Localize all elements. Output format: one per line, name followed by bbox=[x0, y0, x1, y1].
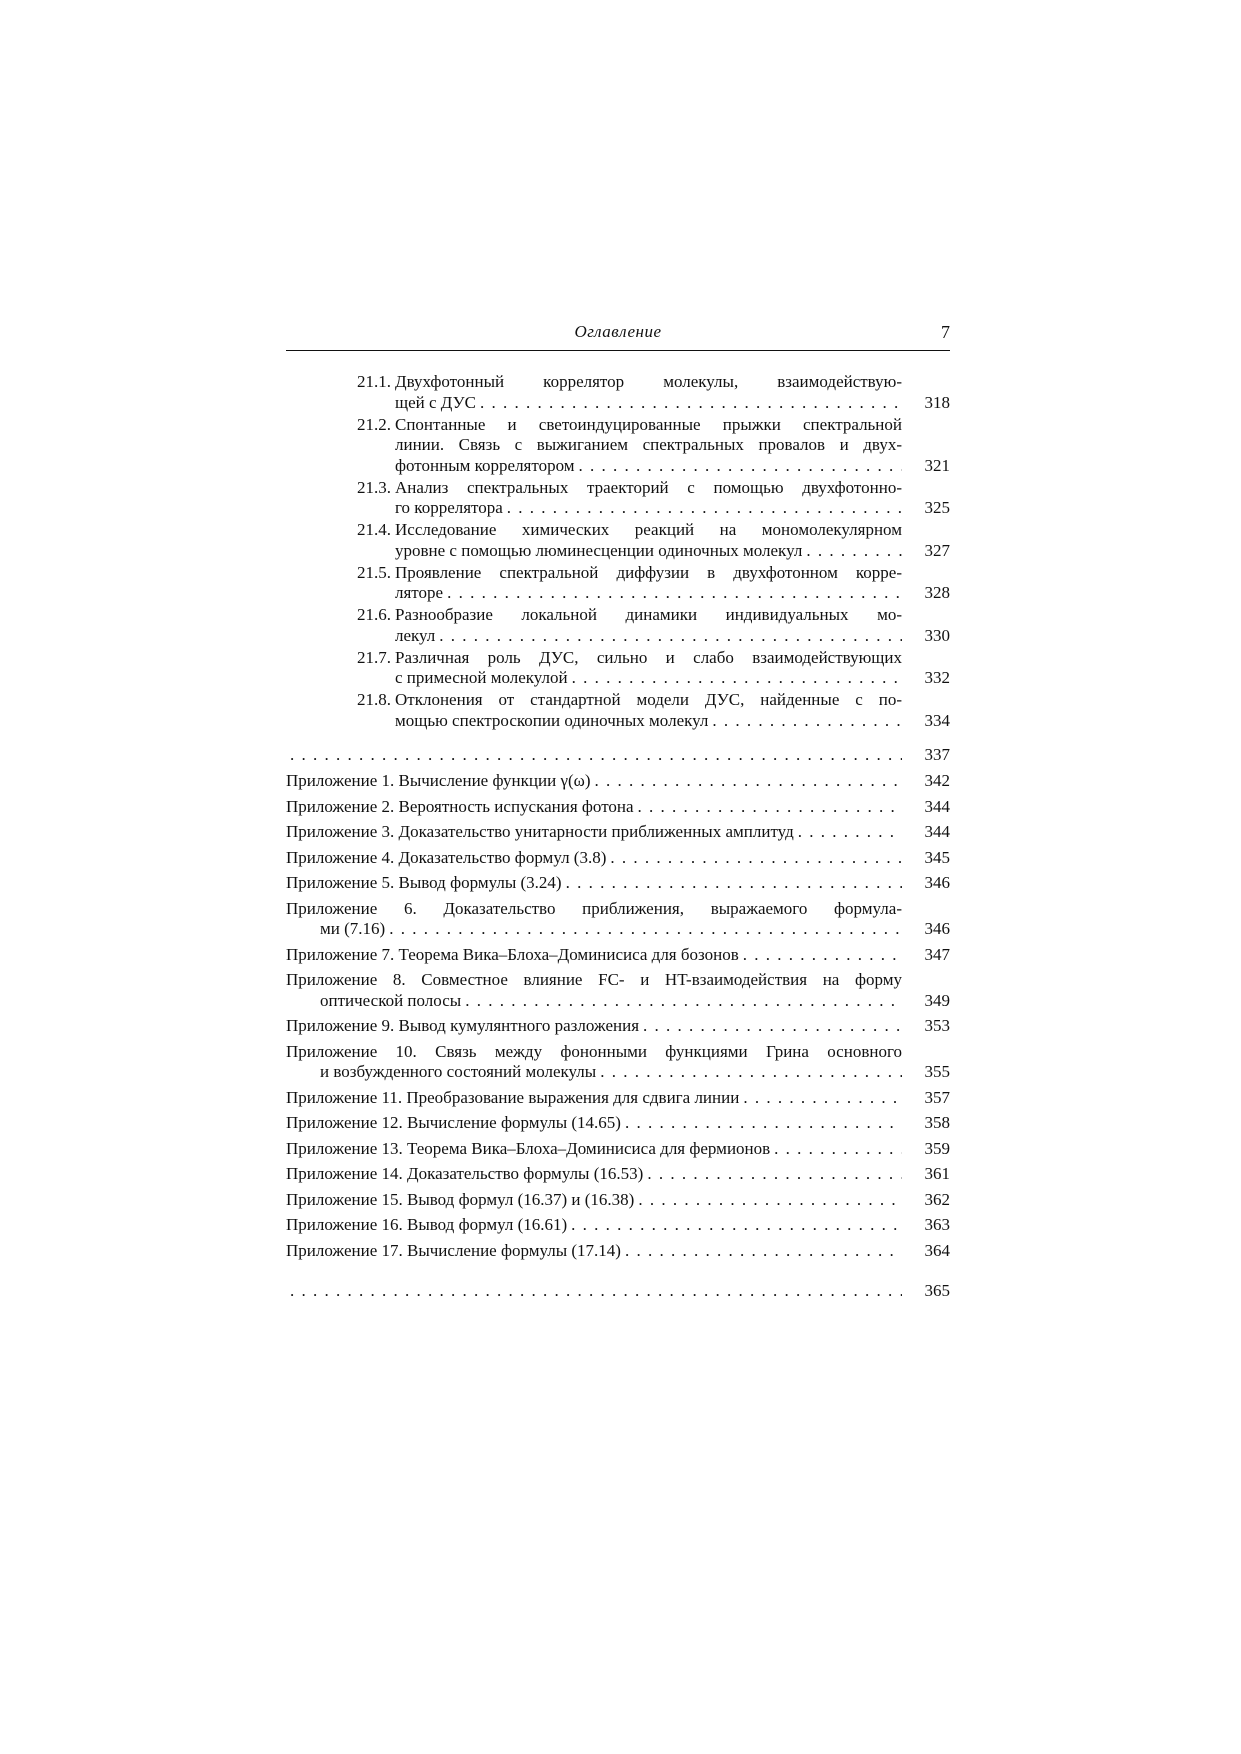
page-ref: 325 bbox=[924, 498, 950, 517]
page-ref: 359 bbox=[924, 1138, 950, 1158]
entry-title-last-line bbox=[286, 1088, 902, 1108]
dot-leader bbox=[594, 771, 902, 791]
entry-title-last-line bbox=[286, 771, 902, 791]
entry-title-line: ляторе bbox=[395, 583, 444, 602]
page-ref: 346 bbox=[924, 873, 950, 892]
dot-leader bbox=[447, 583, 902, 603]
entry-title-last-line bbox=[286, 745, 902, 765]
entry-title-last-line bbox=[395, 583, 902, 603]
entry-title-line: Приложение 13. Теорема Вика–Блоха–Доминисиса для фермионов bbox=[286, 1138, 771, 1158]
entry-title-line: фотонным коррелятором bbox=[395, 455, 575, 475]
entry-title-line: Спонтанные и светоиндуцированные прыжки спектральной bbox=[395, 414, 902, 434]
entry-title-line: с примесной молекулой bbox=[395, 668, 568, 687]
entry-title-last-line bbox=[286, 1215, 902, 1235]
entry-title-line: лекул bbox=[395, 625, 436, 645]
entry-title-line: Двухфотонный коррелятор молекулы, взаимодействую- bbox=[395, 372, 902, 391]
dot-leader bbox=[290, 1281, 902, 1301]
entry-title-line: Отклонения от стандартной модели ДУС, найденные с по- bbox=[395, 690, 902, 709]
page-ref: 342 bbox=[924, 771, 950, 790]
entry-title-line: Приложение 11. Преобразование выражения для сдвига линии bbox=[286, 1087, 740, 1107]
entry-title-line: Приложение 5. Вывод формулы (3.24) bbox=[286, 873, 562, 892]
entry-title-last-line bbox=[320, 1062, 902, 1082]
page-ref: 365 bbox=[924, 1281, 950, 1300]
dot-leader bbox=[507, 498, 902, 518]
dot-leader bbox=[389, 919, 902, 939]
entry-title-line: уровне с помощью люминесценции одиночных молекул bbox=[395, 540, 803, 560]
entry-title-last-line bbox=[320, 919, 902, 939]
page-ref: 328 bbox=[924, 583, 950, 602]
dot-leader bbox=[480, 393, 902, 413]
entry-title-line: Приложение 6. Доказательство приближения, выражаемого формула- bbox=[286, 898, 902, 918]
entry-title-last-line bbox=[395, 668, 902, 688]
dot-leader bbox=[600, 1062, 902, 1082]
entry-title-line: Приложение 10. Связь между фононными функциями Грина основного bbox=[286, 1041, 902, 1061]
dot-leader bbox=[571, 1215, 902, 1235]
entry-title-line: Проявление спектральной диффузии в двухфотонном корре- bbox=[395, 562, 902, 582]
entry-title-last-line bbox=[286, 1281, 902, 1301]
section-number: 21.8. bbox=[357, 690, 391, 709]
entry-title-line: Приложение 15. Вывод формул (16.37) и (16.38) bbox=[286, 1189, 635, 1209]
entry-title-last-line bbox=[286, 822, 902, 842]
page-ref: 332 bbox=[924, 668, 950, 687]
dot-leader bbox=[774, 1139, 902, 1159]
page-ref: 362 bbox=[924, 1189, 950, 1209]
page-ref: 334 bbox=[924, 710, 950, 730]
page-ref: 346 bbox=[924, 919, 950, 938]
dot-leader bbox=[625, 1241, 902, 1261]
page-ref: 357 bbox=[924, 1087, 950, 1107]
entry-title-line: Приложение 9. Вывод кумулянтного разложения bbox=[286, 1016, 640, 1035]
page-ref: 349 bbox=[924, 990, 950, 1010]
dot-leader bbox=[647, 1164, 902, 1184]
entry-title-last-line bbox=[395, 393, 902, 413]
entry-title-line: оптической полосы bbox=[320, 990, 462, 1010]
entry-title-last-line bbox=[286, 873, 902, 893]
running-header bbox=[286, 322, 950, 351]
entry-title-last-line bbox=[286, 1164, 902, 1184]
dot-leader bbox=[610, 848, 902, 868]
section-number: 21.2. bbox=[357, 414, 391, 434]
page-ref: 364 bbox=[924, 1240, 950, 1260]
entry-title-line: Исследование химических реакций на мономолекулярном bbox=[395, 520, 902, 539]
dot-leader bbox=[566, 873, 902, 893]
entry-title-line: Приложение 7. Теорема Вика–Блоха–Доминисиса для бозонов bbox=[286, 944, 739, 964]
entry-title-line: Приложение 17. Вычисление формулы (17.14) bbox=[286, 1240, 621, 1260]
entry-title-last-line bbox=[286, 1113, 902, 1133]
entry-title-last-line bbox=[395, 711, 902, 731]
page-ref: 344 bbox=[924, 796, 950, 816]
section-number: 21.3. bbox=[357, 477, 391, 497]
page-ref: 363 bbox=[924, 1215, 950, 1234]
entry-title-line: Приложение 14. Доказательство формулы (16.53) bbox=[286, 1164, 644, 1183]
page-ref: 353 bbox=[924, 1016, 950, 1035]
entry-title-last-line bbox=[395, 541, 902, 561]
entry-title-line: Приложение 12. Вычисление формулы (14.65) bbox=[286, 1113, 621, 1132]
dot-leader bbox=[712, 711, 902, 731]
entry-title-line: го коррелятора bbox=[395, 498, 503, 517]
entry-title-line: Приложение 8. Совместное влияние FC- и HT-взаимодействия на форму bbox=[286, 970, 902, 989]
dot-leader bbox=[572, 668, 902, 688]
entry-title-line: Приложение 16. Вывод формул (16.61) bbox=[286, 1215, 568, 1234]
page-ref: 355 bbox=[924, 1062, 950, 1081]
page-ref: 321 bbox=[924, 455, 950, 475]
page-ref: 318 bbox=[924, 392, 950, 412]
running-header-title: Оглавление bbox=[574, 322, 662, 341]
entry-title-last-line bbox=[286, 945, 902, 965]
entry-title-last-line bbox=[286, 797, 902, 817]
entry-title-line: Приложение 1. Вычисление функции γ(ω) bbox=[286, 771, 591, 790]
entry-title-line: линии. Связь с выжиганием спектральных провалов и двух- bbox=[395, 435, 902, 454]
section-number: 21.4. bbox=[357, 520, 391, 539]
page-ref: 358 bbox=[924, 1113, 950, 1132]
dot-leader bbox=[806, 541, 902, 561]
entry-title-last-line bbox=[286, 1190, 902, 1210]
dot-leader bbox=[465, 991, 902, 1011]
dot-leader bbox=[290, 745, 902, 765]
entry-title-last-line bbox=[320, 991, 902, 1011]
section-number: 21.6. bbox=[357, 605, 391, 624]
page-ref: 337 bbox=[924, 745, 950, 764]
entry-title-last-line bbox=[286, 848, 902, 868]
dot-leader bbox=[798, 822, 902, 842]
section-number: 21.1. bbox=[357, 372, 391, 391]
dot-leader bbox=[625, 1113, 902, 1133]
entry-title-last-line bbox=[286, 1016, 902, 1036]
page-ref: 330 bbox=[924, 625, 950, 645]
entry-title-last-line bbox=[286, 1241, 902, 1261]
dot-leader bbox=[439, 626, 902, 646]
page-ref: 344 bbox=[924, 822, 950, 841]
entry-title-last-line bbox=[395, 498, 902, 518]
page-ref: 327 bbox=[924, 540, 950, 560]
entry-title-line: и возбужденного состояний молекулы bbox=[320, 1062, 597, 1081]
page-ref: 345 bbox=[924, 847, 950, 867]
section-number: 21.7. bbox=[357, 647, 391, 667]
dot-leader bbox=[743, 1088, 902, 1108]
dot-leader bbox=[743, 945, 902, 965]
entry-title-line: Приложение 2. Вероятность испускания фотона bbox=[286, 796, 634, 816]
entry-title-line: ми (7.16) bbox=[320, 919, 386, 938]
entry-title-line: Приложение 3. Доказательство унитарности приближенных амплитуд bbox=[286, 822, 794, 841]
entry-title-line: мощью спектроскопии одиночных молекул bbox=[395, 710, 709, 730]
entry-title-last-line bbox=[395, 456, 902, 476]
dot-leader bbox=[579, 456, 902, 476]
page-ref: 347 bbox=[924, 944, 950, 964]
entry-title-line: Разнообразие локальной динамики индивидуальных мо- bbox=[395, 605, 902, 624]
entry-title-last-line bbox=[286, 1139, 902, 1159]
dot-leader bbox=[638, 1190, 902, 1210]
entry-title-line: щей с ДУС bbox=[395, 392, 476, 412]
page-ref: 361 bbox=[924, 1164, 950, 1183]
dot-leader bbox=[638, 797, 902, 817]
entry-title-line: Различная роль ДУС, сильно и слабо взаимодействующих bbox=[395, 647, 902, 667]
entry-title-line: Анализ спектральных траекторий с помощью двухфотонно- bbox=[395, 477, 902, 497]
section-number: 21.5. bbox=[357, 562, 391, 582]
dot-leader bbox=[643, 1016, 902, 1036]
entry-title-line: Приложение 4. Доказательство формул (3.8) bbox=[286, 847, 607, 867]
entry-title-last-line bbox=[395, 626, 902, 646]
page-number: 7 bbox=[941, 322, 950, 342]
